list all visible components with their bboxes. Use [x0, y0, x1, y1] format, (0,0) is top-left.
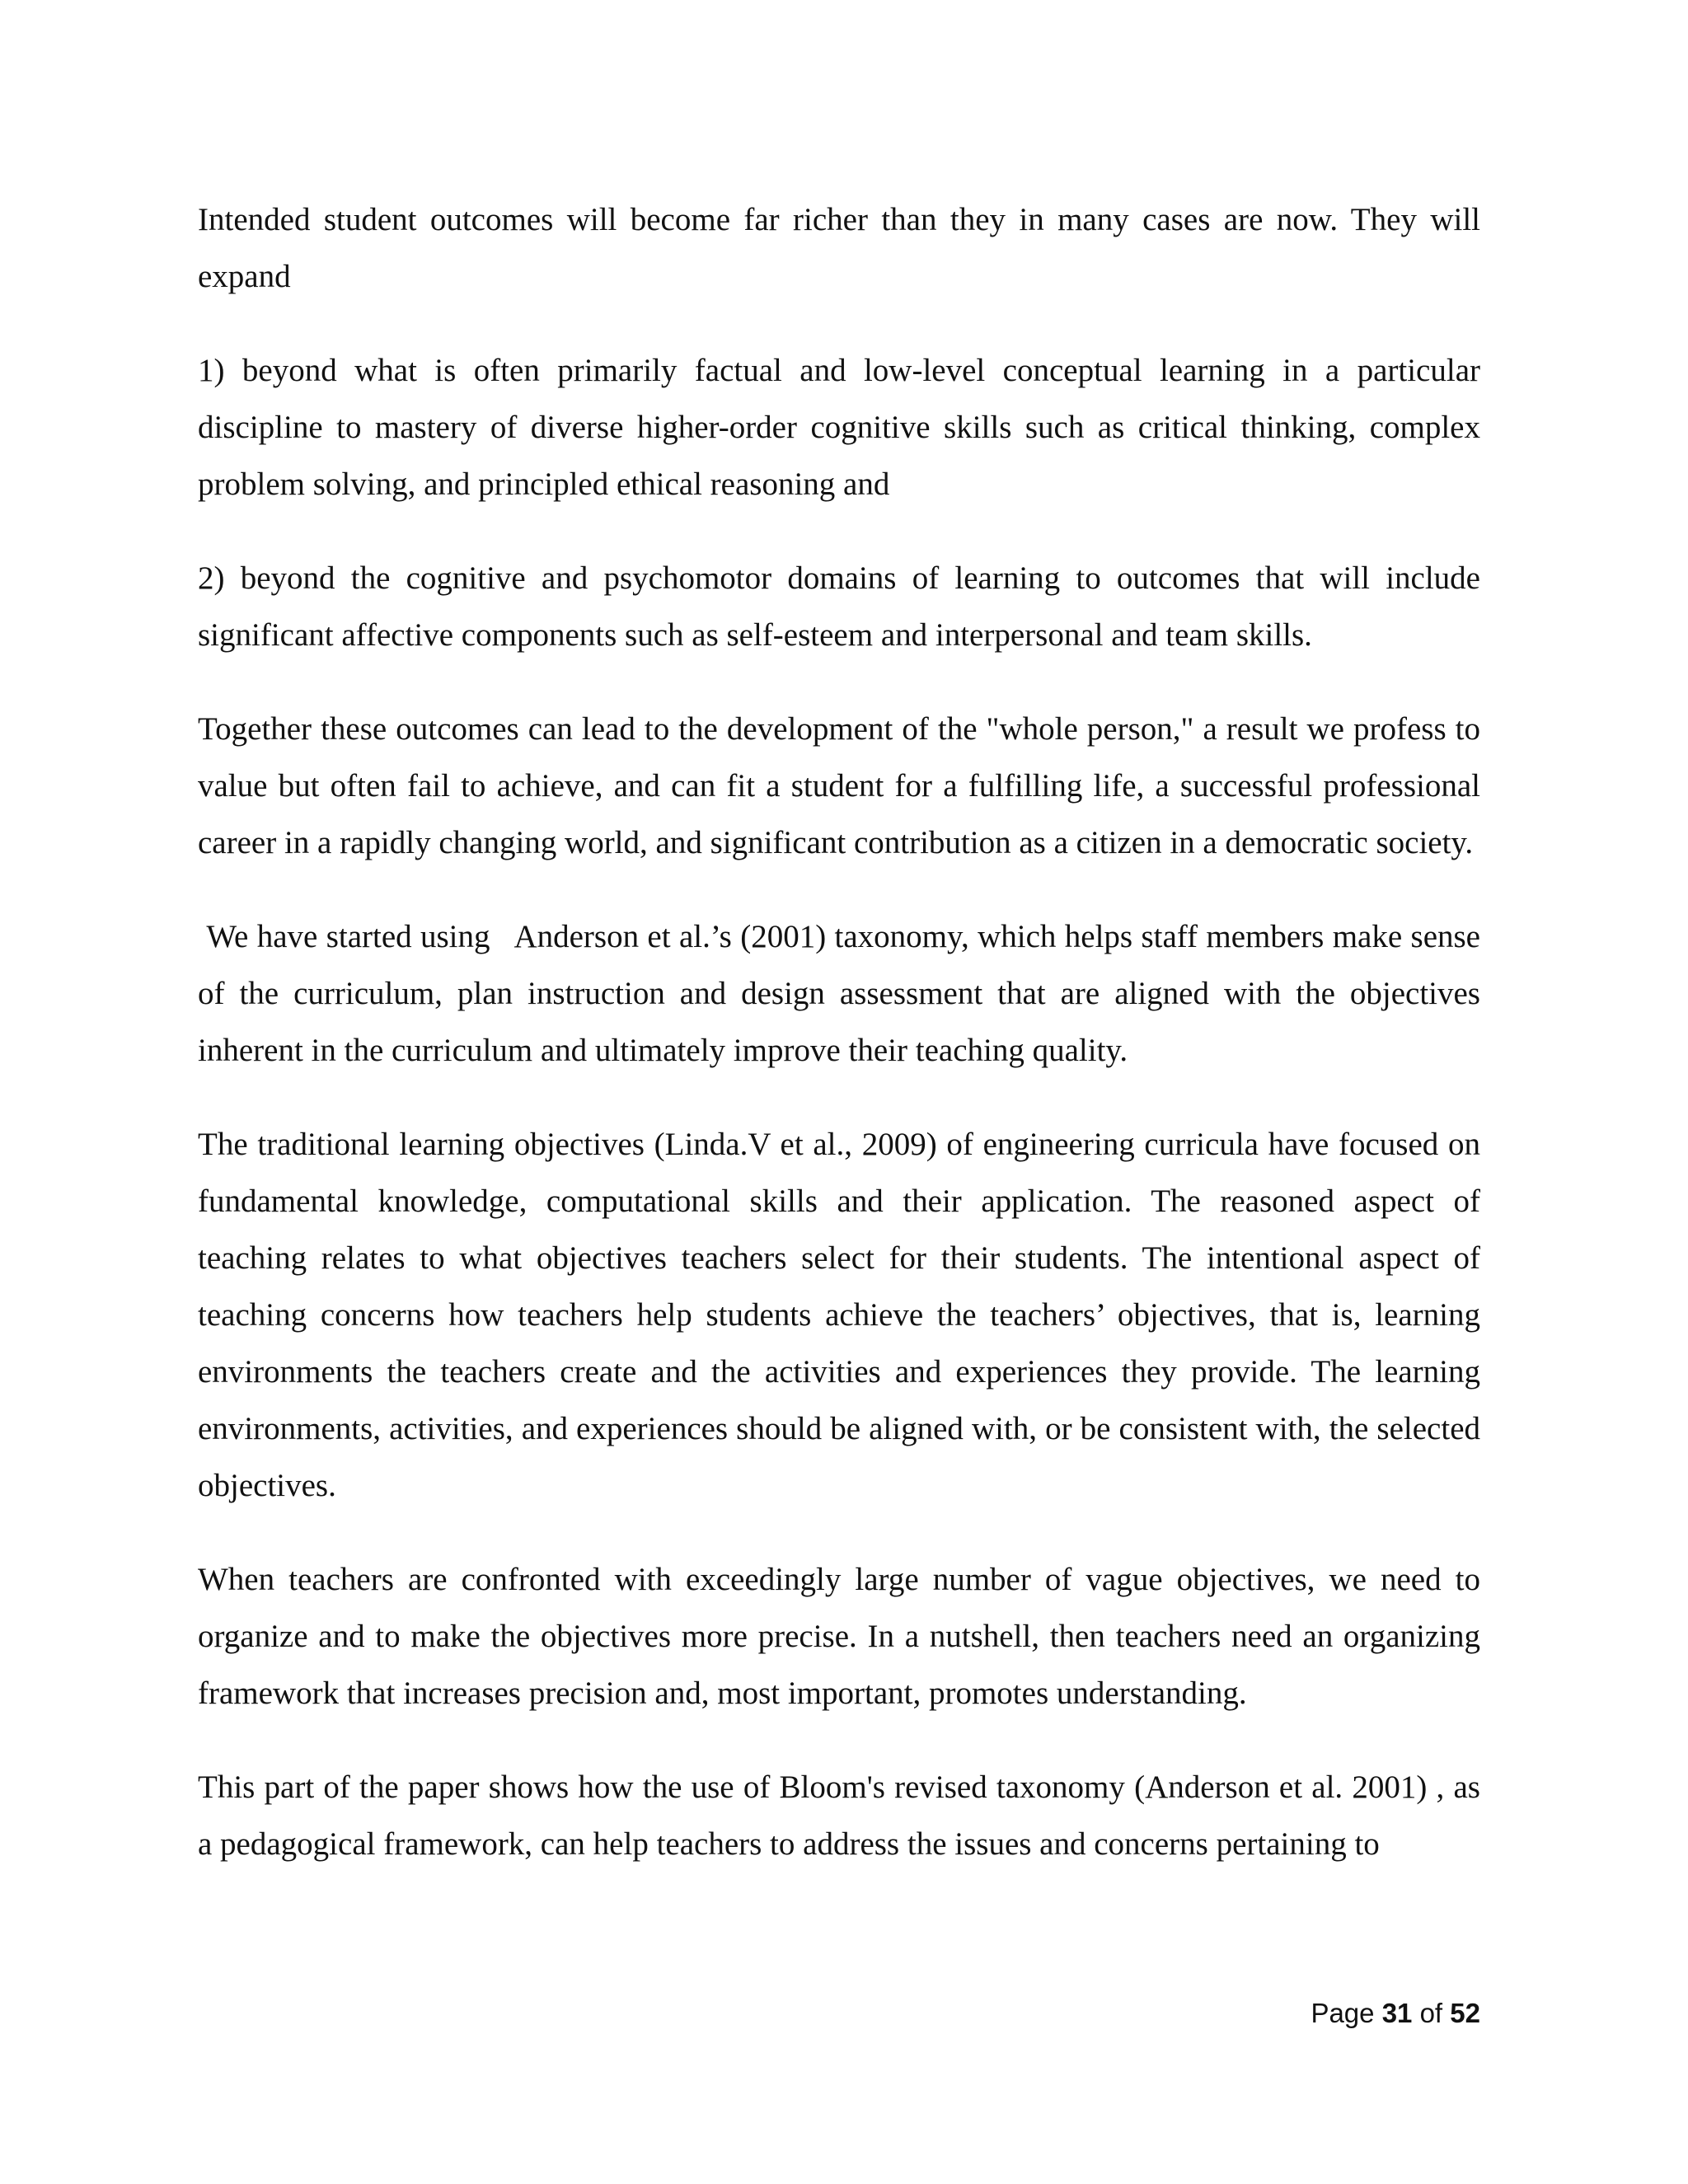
- page-number-footer: [1311, 1998, 1480, 2029]
- page-word: Page: [1311, 1998, 1375, 2028]
- paragraph-traditional-objectives: The traditional learning objectives (Linda.V et al., 2009) of engineering curricula have focused on fundamental knowledge, computational skills and their application. The reasoned aspect of teaching relates to what objectives teachers select for their students. The intentional aspect of teaching concerns how teachers help students achieve the teachers’ objectives, that is, learning environments the teachers create and the activities and experiences they provide. The learning environments, activities, and experiences should be aligned with, or be consistent with, the selected objectives.: [198, 1127, 1480, 1503]
- paragraph-intended-outcomes: Intended student outcomes will become far richer than they in many cases are now. They will expand: [198, 202, 1480, 294]
- paragraph-whole-person: Together these outcomes can lead to the development of the "whole person," a result we profess to value but often fail to achieve, and can fit a student for a fulfilling life, a successful professional career in a rapidly changing world, and significant contribution as a citizen in a democratic society.: [198, 711, 1480, 860]
- total-page-count: 52: [1450, 1998, 1480, 2028]
- paragraph-point-2: 2) beyond the cognitive and psychomotor domains of learning to outcomes that will include significant affective components such as self-esteem and interpersonal and team skills.: [198, 560, 1480, 653]
- paragraph-organizing-framework: When teachers are confronted with exceedingly large number of vague objectives, we need to organize and to make the objectives more precise. In a nutshell, then teachers need an organizing framework that increases precision and, most important, promotes understanding.: [198, 1562, 1480, 1711]
- of-word: of: [1419, 1998, 1443, 2028]
- current-page-number: 31: [1381, 1998, 1413, 2028]
- body-text: [198, 191, 1489, 1872]
- paragraph-point-1: 1) beyond what is often primarily factual and low-level conceptual learning in a particular discipline to mastery of diverse higher-order cognitive skills such as critical thinking, complex problem solving, and principled ethical reasoning and: [198, 353, 1480, 502]
- paragraph-blooms-revised: This part of the paper shows how the use of Bloom's revised taxonomy (Anderson et al. 2001) , as a pedagogical framework, can help teachers to address the issues and concerns pertaining to: [198, 1769, 1480, 1862]
- paragraph-anderson-taxonomy: We have started using Anderson et al.’s (2001) taxonomy, which helps staff members make sense of the curriculum, plan instruction and design assessment that are aligned with the objectives inherent in the curriculum and ultimately improve their teaching quality.: [198, 919, 1489, 1068]
